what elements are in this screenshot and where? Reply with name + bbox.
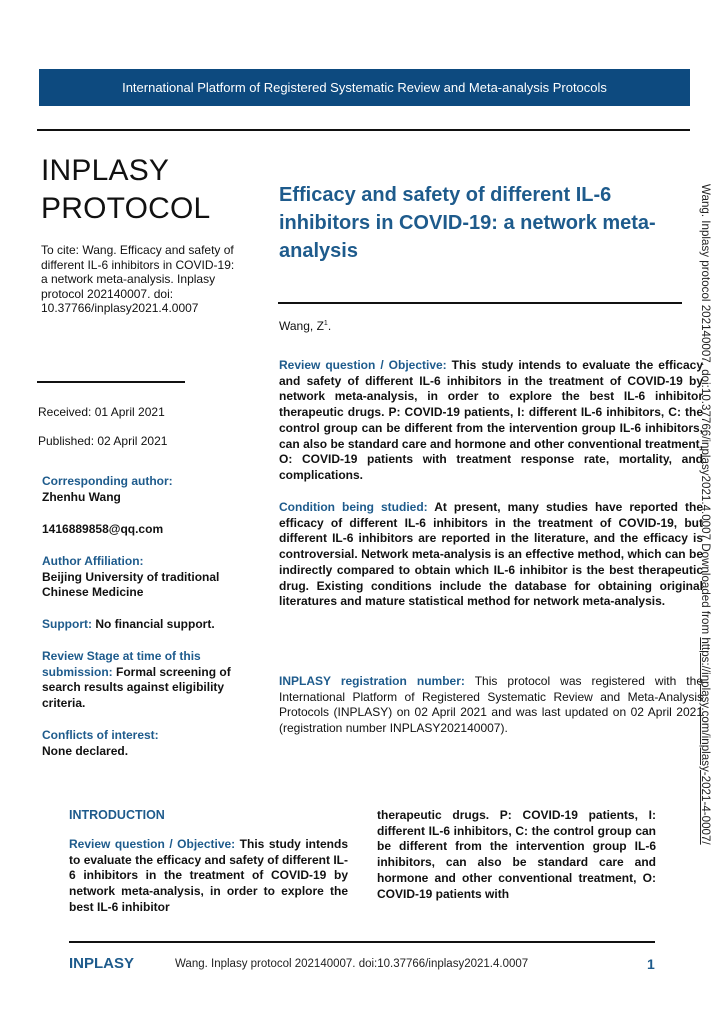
registration-label: INPLASY registration number: bbox=[279, 674, 465, 688]
review-stage-label: Review Stage at time of this submission: bbox=[42, 649, 201, 679]
intro-column-1-text: This study intends to evaluate the efficacy and safety of different IL-6 inhibitors in the treatment of COVID-19 by network meta-analysis, in order to explore the best IL-6 inhibitor bbox=[69, 837, 348, 914]
intro-objective-label: Review question / Objective: bbox=[69, 837, 236, 851]
conflicts-label: Conflicts of interest: bbox=[42, 728, 159, 742]
header-banner: International Platform of Registered Systematic Review and Meta-analysis Protocols bbox=[39, 69, 690, 106]
author-line bbox=[279, 319, 331, 333]
side-download-note bbox=[699, 184, 712, 845]
objective-text: This study intends to evaluate the efficacy and safety of different IL-6 inhibitors in the treatment of COVID-19 by network meta-analysis, in order to explore the best IL-6 inhibitor therapeutic drugs. P: COVID-19 patients, I: different IL-6 inhibitors, C: the control group can be different from the intervention group IL-6 inhibitors, can also be standard care and hormone and other conventional treatment, O: COVID-19 patients with treatment response rate, mortality, and complications. bbox=[279, 358, 703, 482]
author-email[interactable]: 1416889858@qq.com bbox=[42, 522, 164, 536]
objective-label: Review question / Objective: bbox=[279, 358, 447, 372]
heading-line-2: PROTOCOL bbox=[41, 192, 211, 225]
footer-citation: Wang. Inplasy protocol 202140007. doi:10.37766/inplasy2021.4.0007 bbox=[175, 958, 529, 970]
support-value: No financial support. bbox=[92, 617, 215, 631]
author-affiliation-mark: 1 bbox=[323, 320, 328, 327]
top-divider bbox=[37, 129, 690, 131]
protocol-heading bbox=[41, 152, 210, 228]
affiliation-label: Author Affiliation: bbox=[42, 554, 144, 568]
registration-paragraph bbox=[279, 674, 703, 737]
conflicts-value: None declared. bbox=[42, 743, 129, 758]
intro-column-1 bbox=[69, 837, 348, 916]
intro-column-2: therapeutic drugs. P: COVID-19 patients, I: different IL-6 inhibitors, C: the control group can be different from the intervention group IL-6 inhibitors, can also be standard care and hormone and other conventional treatment, O: COVID-19 patients with bbox=[377, 808, 656, 901]
left-divider bbox=[37, 381, 185, 383]
page-number: 1 bbox=[647, 956, 655, 972]
objective-paragraph bbox=[279, 358, 703, 484]
author-affiliation bbox=[42, 554, 252, 601]
support bbox=[42, 617, 252, 633]
corresponding-label: Corresponding author: bbox=[42, 474, 173, 488]
footer-brand: INPLASY bbox=[69, 955, 135, 972]
download-link[interactable]: https://inplasy.com/inplasy-2021-4-0007/ bbox=[699, 637, 712, 845]
author-end: . bbox=[327, 319, 332, 333]
conflicts-of-interest bbox=[42, 728, 252, 759]
introduction-heading: INTRODUCTION bbox=[69, 808, 165, 822]
published-date: Published: 02 April 2021 bbox=[38, 434, 168, 448]
footer-divider bbox=[69, 941, 655, 943]
condition-text: At present, many studies have reported the efficacy of different IL-6 inhibitors in the treatment of COVID-19, but different IL-6 inhibitors are reported in the literature, and the efficacy is controversial. Network meta-analysis is an effective method, which can be indirectly compared to obtain which IL-6 inhibitor is the best therapeutic drug. Existing conditions include the database for obtaining original literatures and mature statistical method for network meta-analysis. bbox=[279, 500, 704, 609]
author-name: Wang, Z bbox=[279, 319, 324, 333]
article-title: Efficacy and safety of different IL-6 inhibitors in COVID-19: a network meta-analysis bbox=[279, 184, 656, 262]
received-date: Received: 01 April 2021 bbox=[38, 405, 165, 419]
title-divider bbox=[278, 302, 682, 304]
corresponding-author bbox=[42, 474, 252, 505]
review-stage bbox=[42, 649, 252, 711]
affiliation-value: Beijing University of traditional Chinese Medicine bbox=[42, 569, 220, 599]
corresponding-name: Zhenhu Wang bbox=[42, 489, 121, 504]
condition-paragraph bbox=[279, 500, 703, 610]
citation-text: To cite: Wang. Efficacy and safety of different IL-6 inhibitors in COVID-19: a network meta-analysis. Inplasy protocol 202140007. doi: 10.37766/inplasy2021.4.0007 bbox=[41, 243, 235, 315]
review-stage-value: Formal screening of search results against eligibility criteria. bbox=[42, 664, 231, 710]
heading-line-1: INPLASY bbox=[41, 154, 170, 187]
support-label: Support: bbox=[42, 617, 92, 631]
condition-label: Condition being studied: bbox=[279, 500, 428, 514]
registration-text: This protocol was registered with the International Platform of Registered Systematic Review and Meta-Analysis Protocols (INPLASY) on 02 April 2021 and was last updated on 02 April 2021 (registration number INPLASY202140007). bbox=[279, 674, 703, 736]
side-note-text: Wang. Inplasy protocol 202140007. doi:10.37766/inplasy2021.4.0007 Downloaded from bbox=[699, 184, 712, 638]
